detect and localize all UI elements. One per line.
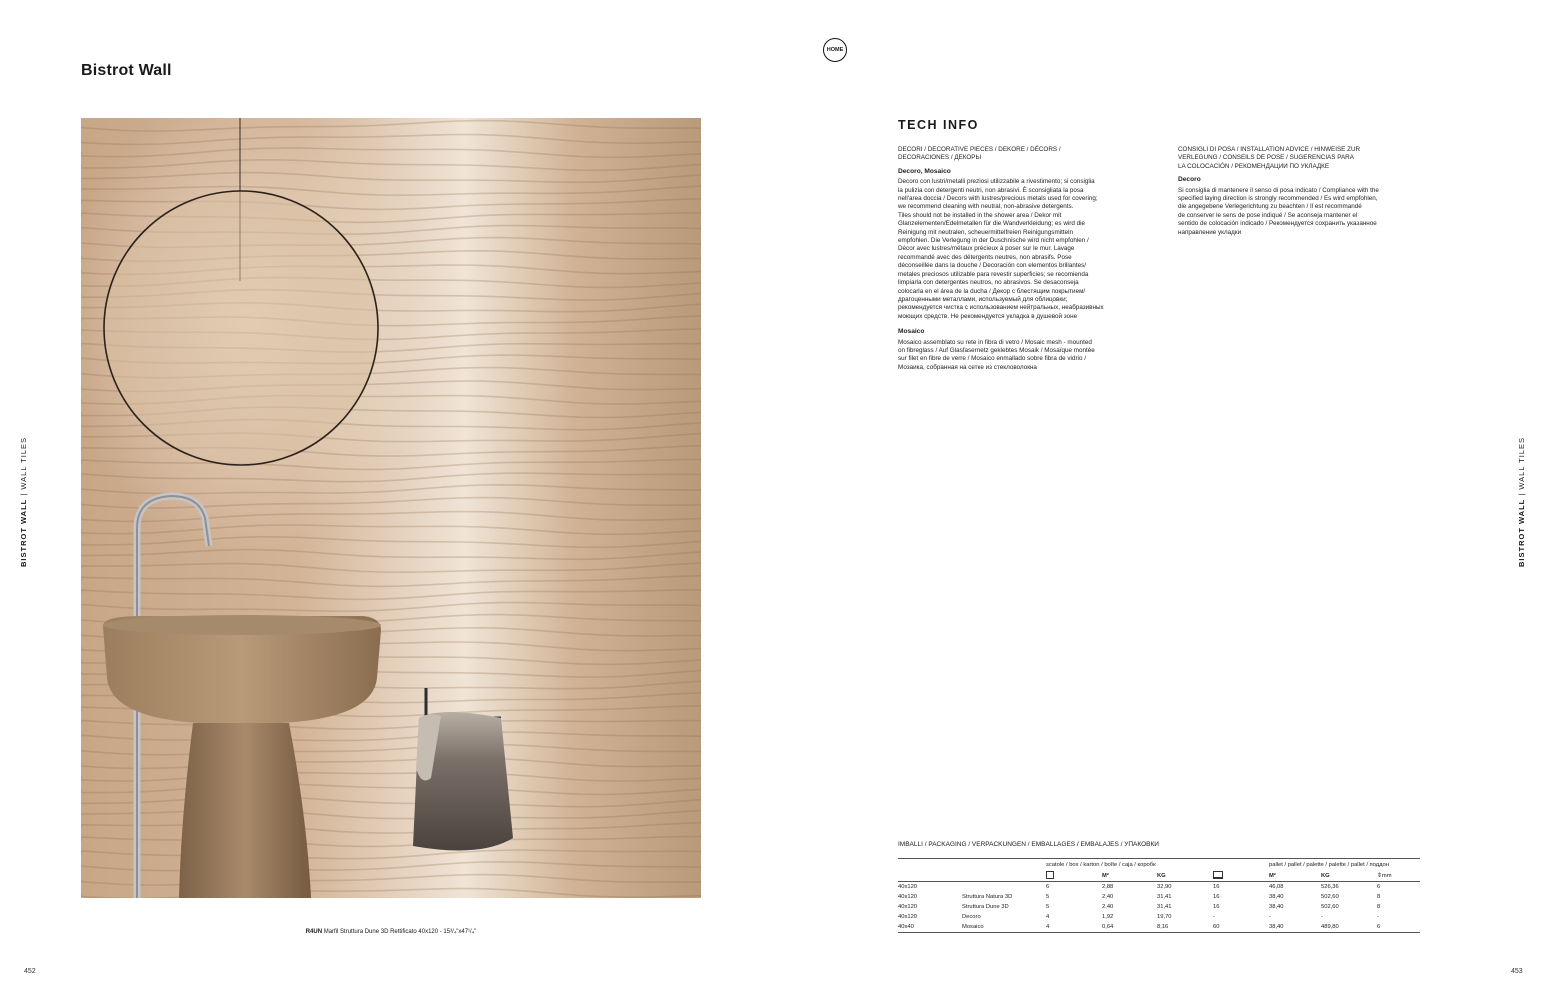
table-cell-boxes: 16 [1213,894,1220,900]
table-row [898,902,1420,912]
page-title: Bistrot Wall [81,62,172,79]
packaging-title: IMBALLI / PACKAGING / VERPACKUNGEN / EMBALLAGES / EMBALAJES / УПАКОВКИ [898,841,1159,848]
table-cell-size: 40x120 [898,884,918,890]
table-cell-kg: 31,41 [1157,904,1172,910]
table-row [898,892,1420,902]
table-cell-pkg: 489,80 [1321,924,1339,930]
table-cell-pcs: 6 [1046,884,1050,890]
thickness-icon: ⇕ [1377,872,1382,879]
table-cell-name: Struttura Natura 3D [962,894,1013,900]
table-cell-size: 40x120 [898,914,918,920]
table-cell-pkg: 526,36 [1321,884,1339,890]
thickness-header [1377,870,1420,882]
table-cell-m2: 2,40 [1102,894,1114,900]
table-cell-pcs: 4 [1046,924,1050,930]
pallet-icon [1213,871,1223,879]
table-cell-pcs: 4 [1046,914,1050,920]
table-cell-pm2: 38,40 [1269,904,1284,910]
table-cell-pm2: 46,08 [1269,884,1284,890]
page-number-left: 452 [24,968,36,975]
decors-heading: DECORI / DECORATIVE PIECES / DEKORE / DÉCORS / DECORACIONES / ДЕКОРЫ [898,146,1061,162]
table-cell-name: Mosaico [962,924,984,930]
table-cell-size: 40x120 [898,894,918,900]
pallet-kg-header: KG [1321,872,1330,879]
table-cell-name [962,882,1046,893]
table-cell-kg: 31,41 [1157,894,1172,900]
table-cell-m2: 1,92 [1102,914,1114,920]
table-cell-m2: 2,88 [1102,884,1114,890]
table-cell-pkg: 502,60 [1321,894,1339,900]
photo-caption [81,929,701,935]
side-label-right [1517,437,1526,567]
home-button[interactable]: HOME [823,38,847,62]
box-icon [1046,871,1054,879]
tech-info-title: TECH INFO [898,118,979,132]
table-cell-size: 40x40 [898,924,914,930]
thickness-unit: mm [1381,872,1392,879]
table-row [898,912,1420,922]
page-number-right: 453 [1511,968,1523,975]
table-cell-mm: - [1377,914,1379,920]
installation-decoro-subheading: Decoro [1178,176,1201,184]
bathroom-photo [81,118,701,898]
table-cell-name: Struttura Dune 3D [962,904,1009,910]
table-cell-kg: 19,70 [1157,914,1172,920]
table-cell-pm2: - [1269,914,1271,920]
table-cell-boxes: 16 [1213,904,1220,910]
table-cell-m2: 2,40 [1102,904,1114,910]
pallet-m2-header: M² [1269,872,1276,879]
box-m2-header: M² [1102,872,1109,879]
decoro-text: Decoro con lustri/metalli preziosi utilizzabile a rivestimento; si consiglia la pulizia con detergenti neutri, non abrasivi. È sconsigliata la posa nell'area doccia / Decors with lustres/precious metals used for covering; we recommend cleaning with neutral, non-abrasive detergents. Tiles should not be installed in the shower area / Dekor mit Glanzelementen/Edelmetallen für die Wandverkleidung; es wird die Reinigung mit neutralen, scheuermittelfreien Reinigungsmitteln empfohlen. Die Verlegung in der Duschnische wird nicht empfohlen / Décor avec lustres/métaux précieux à poser sur le mur. Lavage recommandé avec des détergents neutres, non abrasifs. Pose déconseillée dans la douche / Decoración con elementos brillantes/ metales preciosos utilizable para revestir superficies; se recomienda limpiarla con detergentes neutros, no abrasivos. Se desaconseja colocarla en el área de la ducha / Декор с блестящим покрытием/ драгоценными металлами, используемый для облицовки; рекомендуется чистка с использованием нейтральных, неабразивных моющих средств. Не рекомендуется укладка в душевой зоне [898,178,1104,320]
table-row [898,882,1420,893]
table-cell-kg: 32,90 [1157,884,1172,890]
table-cell-kg: 8,16 [1157,924,1169,930]
table-cell-boxes: 60 [1213,924,1220,930]
decoro-mosaico-subheading: Decoro, Mosaico [898,167,951,175]
tech-col-installation [1178,146,1428,237]
table-cell-pm2: 38,40 [1269,924,1284,930]
mosaico-text: Mosaico assemblato su rete in fibra di vetro / Mosaic mesh - mounted on fibreglass / Auf Glasfasernetz geklebtes Mosaik / Mosaïque montée sur filet en fibre de verre / Mosaico enmallado sobre fibra de vidrio / Мозаика, собранная на сетке из стекловолокна [898,338,1095,371]
table-cell-mm: 8 [1377,894,1381,900]
table-cell-m2: 0,64 [1102,924,1114,930]
packaging-table [898,858,1420,933]
table-cell-boxes: 16 [1213,884,1220,890]
table-cell-pm2: 38,40 [1269,894,1284,900]
side-label-rest: | WALL TILES [1517,436,1526,499]
table-cell-pcs: 5 [1046,904,1050,910]
table-cell-mm: 8 [1377,904,1381,910]
side-label-rest: | WALL TILES [19,436,28,499]
packaging-header-row-1 [898,859,1420,871]
pallet-header: pallet / pallet / palette / palette / pallet / поддон [1269,861,1389,868]
caption-code: R4UN [305,929,323,935]
mosaico-subheading: Mosaico [898,328,925,336]
table-cell-boxes: - [1213,914,1215,920]
packaging-header-row-2 [898,870,1420,882]
installation-heading: CONSIGLI DI POSA / INSTALLATION ADVICE / HINWEISE ZUR VERLEGUNG / CONSEILS DE POSE / SUGERENCIAS PARA LA COLOCACIÓN / РЕКОМЕНДАЦИИ ПО УКЛАДКЕ [1178,146,1361,170]
table-cell-mm: 6 [1377,924,1381,930]
table-row [898,922,1420,933]
box-header: scatole / box / karton / boîte / caja / коробк [1046,861,1156,868]
side-label-bold: BISTROT WALL [1517,498,1526,567]
table-cell-pkg: - [1321,914,1323,920]
box-kg-header: KG [1157,872,1166,879]
table-cell-size: 40x120 [898,904,918,910]
table-cell-mm: 6 [1377,884,1381,890]
table-cell-name: Decoro [962,914,981,920]
side-label-left [19,437,28,567]
installation-text: Si consiglia di mantenere il senso di posa indicato / Compliance with the specified laying direction is strongly recommended / Es wird empfohlen, die angegebene Verlegerichtung zu beachten / Il est recommandé de conserver le sens de pose indiqué / Se aconseja mantener el sentido de colocación indicado / Рекомендуется сохранить указанное направление укладки [1178,186,1379,236]
caption-text: Marfil Struttura Dune 3D Rettificato 40x120 - 15³/₄"x47¹/₄" [322,929,477,935]
table-cell-pkg: 502,60 [1321,904,1339,910]
table-cell-pcs: 5 [1046,894,1050,900]
tech-col-decors [898,146,1148,372]
side-label-bold: BISTROT WALL [19,498,28,567]
